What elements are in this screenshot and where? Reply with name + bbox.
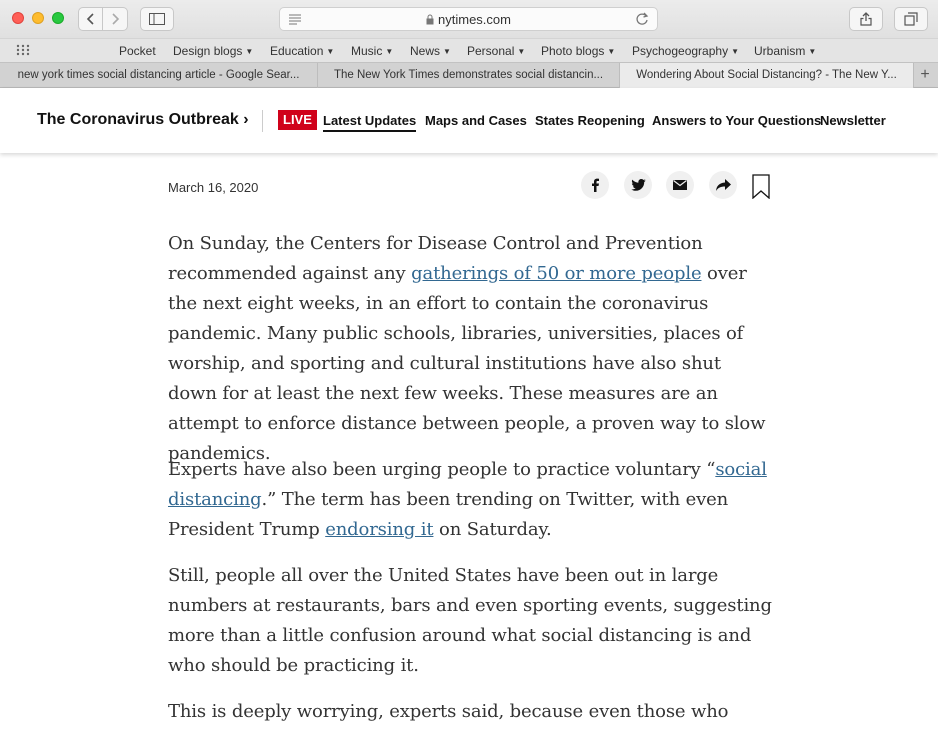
browser-toolbar bbox=[0, 0, 938, 38]
live-badge[interactable]: LIVE bbox=[278, 110, 317, 130]
social-distancing-link[interactable]: social distancing bbox=[168, 459, 767, 510]
twitter-icon bbox=[631, 179, 646, 191]
article-paragraph-4: This is deeply worrying, experts said, because even those who bbox=[168, 701, 729, 722]
bookmarks-bar bbox=[0, 38, 938, 62]
envelope-icon bbox=[673, 180, 687, 190]
tabs-overview-icon bbox=[904, 12, 918, 26]
nav-answers-to-questions[interactable]: Answers to Your Questions bbox=[652, 113, 822, 128]
facebook-share-button[interactable] bbox=[581, 171, 609, 199]
bookmark-folder-news[interactable]: News ▼ bbox=[410, 44, 451, 58]
chevron-down-icon: ▼ bbox=[385, 47, 394, 56]
lock-icon bbox=[426, 14, 434, 25]
nav-latest-updates[interactable]: Latest Updates bbox=[323, 113, 416, 132]
article-paragraph-2: Experts have also been urging people to practice voluntary “social distancing.” The term has been trending on Twitter, with even President Trump endorsing it on Saturday. bbox=[168, 459, 767, 540]
address-bar[interactable] bbox=[279, 7, 658, 31]
chevron-down-icon: ▼ bbox=[326, 47, 335, 56]
grid-icon[interactable] bbox=[16, 44, 30, 56]
chevron-down-icon: ▼ bbox=[607, 47, 616, 56]
twitter-share-button[interactable] bbox=[624, 171, 652, 199]
bookmark-folder-psychogeography[interactable]: Psychogeography ▼ bbox=[632, 44, 739, 58]
share-button[interactable] bbox=[849, 7, 883, 31]
minimize-window-button[interactable] bbox=[32, 12, 44, 24]
email-share-button[interactable] bbox=[666, 171, 694, 199]
header-divider bbox=[262, 110, 263, 132]
reader-view-icon[interactable] bbox=[288, 13, 302, 25]
new-tab-button[interactable]: + bbox=[920, 66, 930, 83]
sidebar-toggle-button[interactable] bbox=[140, 7, 174, 31]
gatherings-link[interactable]: gatherings of 50 or more people bbox=[411, 263, 702, 284]
article-date: March 16, 2020 bbox=[168, 180, 259, 195]
nav-maps-and-cases[interactable]: Maps and Cases bbox=[425, 113, 527, 128]
article-body bbox=[0, 153, 938, 733]
close-window-button[interactable] bbox=[12, 12, 24, 24]
tab-google-search[interactable]: new york times social distancing article - Google Sear... bbox=[0, 63, 318, 88]
chevron-left-icon bbox=[86, 13, 96, 25]
back-button[interactable] bbox=[78, 7, 103, 31]
chevron-down-icon: ▼ bbox=[517, 47, 526, 56]
show-all-tabs-button[interactable] bbox=[894, 7, 928, 31]
more-share-button[interactable] bbox=[709, 171, 737, 199]
bookmark-folder-education[interactable]: Education ▼ bbox=[270, 44, 335, 58]
bookmark-folder-personal[interactable]: Personal ▼ bbox=[467, 44, 526, 58]
tab-wondering-social-distancing[interactable]: Wondering About Social Distancing? - The New Y... bbox=[620, 63, 914, 88]
forward-arrow-icon bbox=[716, 179, 731, 191]
forward-button[interactable] bbox=[103, 7, 128, 31]
coronavirus-outbreak-link[interactable]: The Coronavirus Outbreak › bbox=[37, 111, 249, 128]
tab-nyt-demonstrates[interactable]: The New York Times demonstrates social distancin... bbox=[318, 63, 620, 88]
bookmark-folder-urbanism[interactable]: Urbanism ▼ bbox=[754, 44, 817, 58]
chevron-right-icon bbox=[110, 13, 120, 25]
bookmark-icon[interactable] bbox=[752, 174, 770, 199]
chevron-down-icon: ▼ bbox=[731, 47, 739, 56]
facebook-icon bbox=[590, 178, 600, 192]
bookmark-folder-design-blogs[interactable]: Design blogs ▼ bbox=[173, 44, 254, 58]
nav-states-reopening[interactable]: States Reopening bbox=[535, 113, 645, 128]
nyt-coronavirus-header bbox=[0, 88, 938, 153]
nav-newsletter[interactable]: Newsletter bbox=[820, 113, 886, 128]
maximize-window-button[interactable] bbox=[52, 12, 64, 24]
sidebar-icon bbox=[149, 13, 165, 25]
chevron-down-icon: ▼ bbox=[245, 47, 254, 56]
article-paragraph-3: Still, people all over the United States have been out in large numbers at restaurants, bars and even sporting events, suggesting more than a little confusion around what social distancing is and who should be practicing it. bbox=[168, 565, 772, 676]
endorsing-it-link[interactable]: endorsing it bbox=[325, 519, 434, 540]
article-paragraph-1: On Sunday, the Centers for Disease Control and Prevention recommended against any gatherings of 50 or more people over the next eight weeks, in an effort to contain the coronavirus pandemic. Many public schools, libraries, universities, places of worship, and sporting and cultural institutions have also shut down for at least the next few weeks. These measures are an attempt to enforce distance between people, a proven way to slow pandemics. bbox=[168, 233, 766, 464]
bookmark-folder-music[interactable]: Music ▼ bbox=[351, 44, 394, 58]
bookmark-pocket[interactable]: Pocket bbox=[119, 44, 156, 58]
tab-bar bbox=[0, 62, 938, 88]
reload-icon[interactable] bbox=[635, 12, 649, 26]
url-text: nytimes.com bbox=[438, 11, 511, 27]
share-icon bbox=[860, 12, 872, 26]
chevron-down-icon: ▼ bbox=[808, 47, 817, 56]
bookmark-folder-photo-blogs[interactable]: Photo blogs ▼ bbox=[541, 44, 616, 58]
chevron-down-icon: ▼ bbox=[443, 47, 451, 56]
